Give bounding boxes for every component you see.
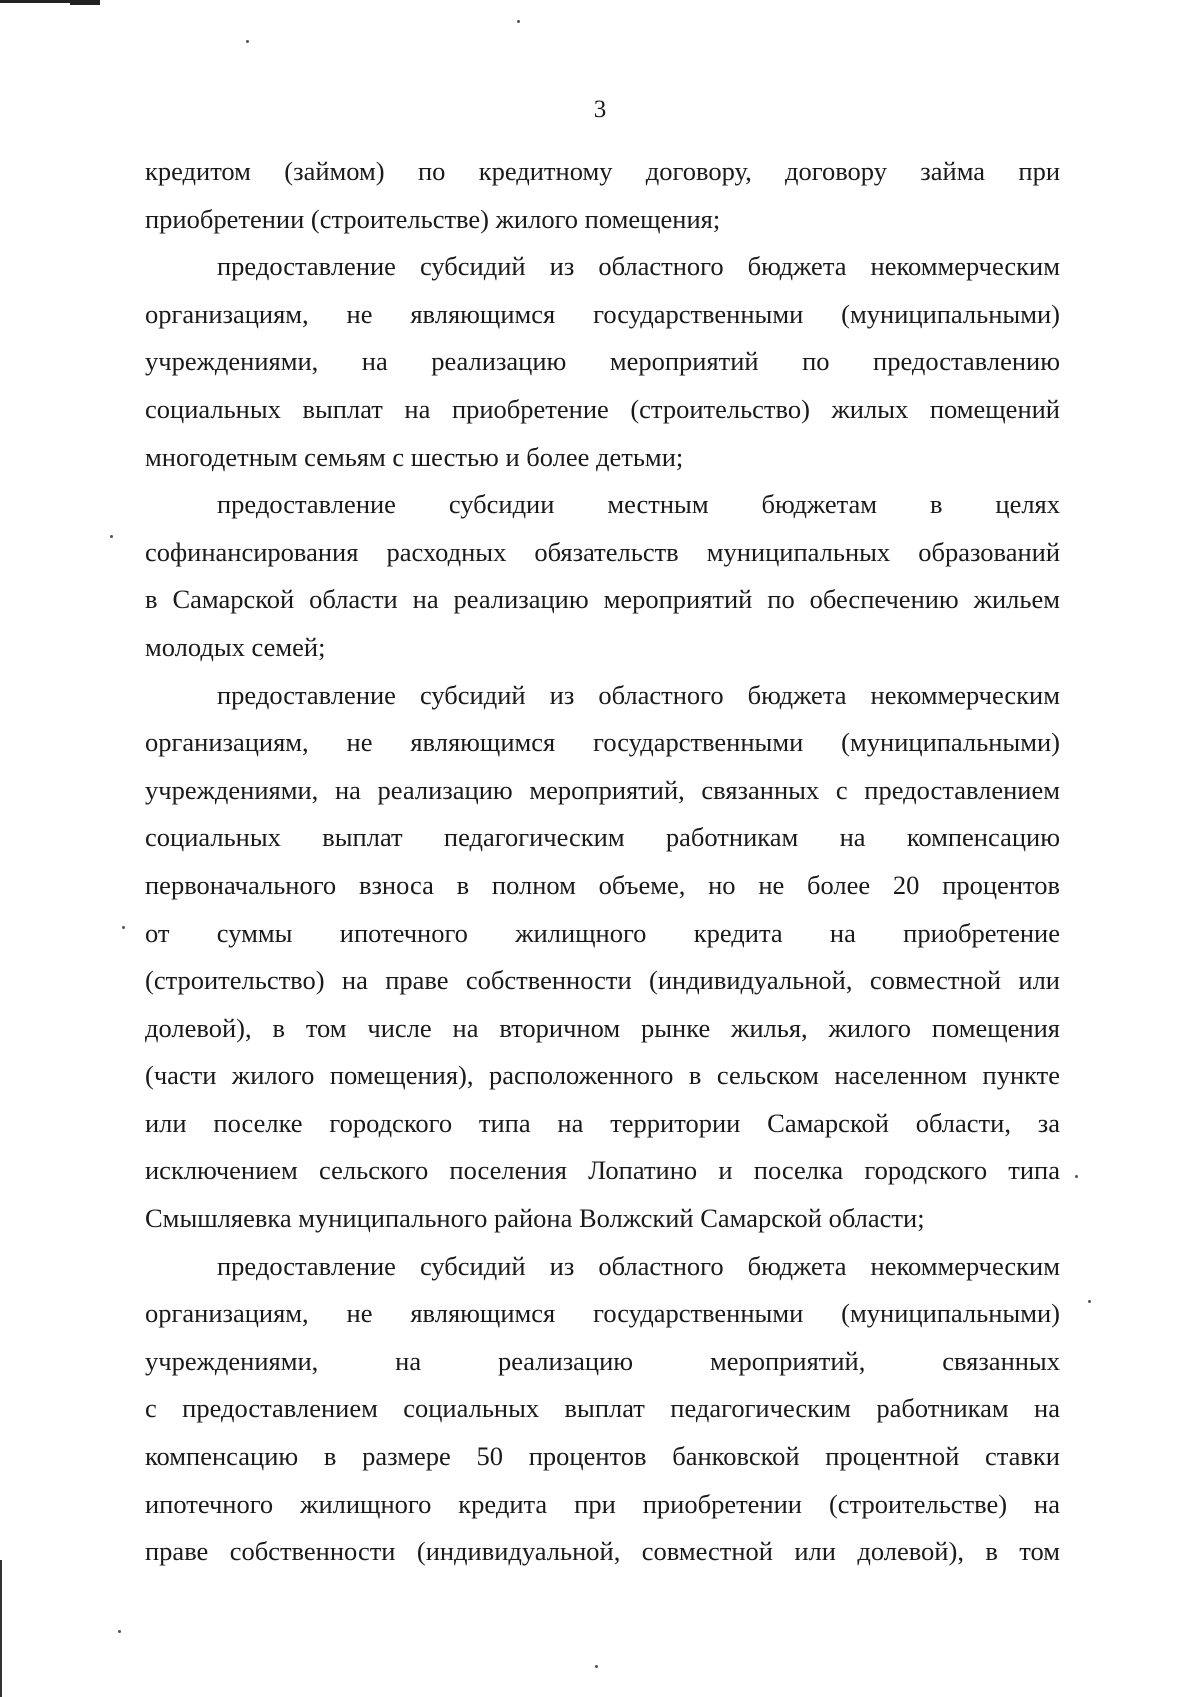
text-line: праве собственности (индивидуальной, совместной или долевой), в том [145,1536,1060,1567]
text-line: предоставление субсидий из областного бюджета некоммерческим [217,1250,1060,1281]
text-line: с предоставлением социальных выплат педагогическим работникам на [145,1393,1060,1424]
text-line: первоначального взноса в полном объеме, но не более 20 процентов [145,869,1060,900]
text-line: (части жилого помещения), расположенного в сельском населенном пункте [145,1060,1060,1091]
text-line: или поселке городского типа на территории Самарской области, за [145,1107,1060,1138]
text-line: приобретении (строительстве) жилого помещения; [145,203,721,234]
text-line: организациям, не являющимся государственными (муниципальными) [145,298,1060,329]
text-line: учреждениями, на реализацию мероприятий, связанных [145,1345,1060,1376]
text-line: учреждениями, на реализацию мероприятий по предоставлению [145,346,1060,377]
text-line: от суммы ипотечного жилищного кредита на приобретение [145,917,1060,948]
paragraph [145,481,1060,671]
scan-edge-mark [70,0,100,5]
text-line: молодых семей; [145,631,326,662]
text-line: организациям, не являющимся государственными (муниципальными) [145,1298,1060,1329]
text-line: социальных выплат на приобретение (строительство) жилых помещений [145,393,1060,424]
text-line: социальных выплат педагогическим работникам на компенсацию [145,822,1060,853]
text-line: исключением сельского поселения Лопатино и поселка городского типа [145,1155,1060,1186]
text-line: Смышляевка муниципального района Волжский Самарской области; [145,1203,925,1234]
scan-speck [595,1665,598,1668]
text-line: ипотечного жилищного кредита при приобретении (строительстве) на [145,1488,1060,1519]
text-line: предоставление субсидии местным бюджетам в целях [217,489,1060,520]
text-line: компенсацию в размере 50 процентов банковской процентной ставки [145,1441,1060,1472]
scan-speck [110,535,113,538]
scan-speck [517,20,520,23]
text-line: софинансирования расходных обязательств муниципальных образований [145,536,1060,567]
paragraph [145,1243,1060,1576]
text-line: долевой), в том числе на вторичном рынке жилья, жилого помещения [145,1012,1060,1043]
document-body [145,148,1060,1576]
scan-speck [1075,1175,1078,1178]
text-line: (строительство) на праве собственности (индивидуальной, совместной или [145,965,1060,996]
text-line: в Самарской области на реализацию мероприятий по обеспечению жильем [145,584,1060,615]
paragraph [145,672,1060,1243]
scan-edge-mark [0,1560,2,1697]
page-number: 3 [593,96,607,123]
text-line: учреждениями, на реализацию мероприятий, связанных с предоставлением [145,774,1060,805]
text-line: предоставление субсидий из областного бюджета некоммерческим [217,251,1060,282]
paragraph [145,148,1060,243]
scan-speck [246,40,249,43]
paragraph [145,243,1060,481]
text-line: кредитом (займом) по кредитному договору, договору займа при [145,156,1060,186]
scan-speck [122,926,125,929]
scan-speck [118,1630,121,1633]
text-line: многодетным семьям с шестью и более детьми; [145,441,684,472]
scan-speck [1088,1300,1091,1303]
text-line: предоставление субсидий из областного бюджета некоммерческим [217,679,1060,710]
text-line: организациям, не являющимся государственными (муниципальными) [145,727,1060,758]
